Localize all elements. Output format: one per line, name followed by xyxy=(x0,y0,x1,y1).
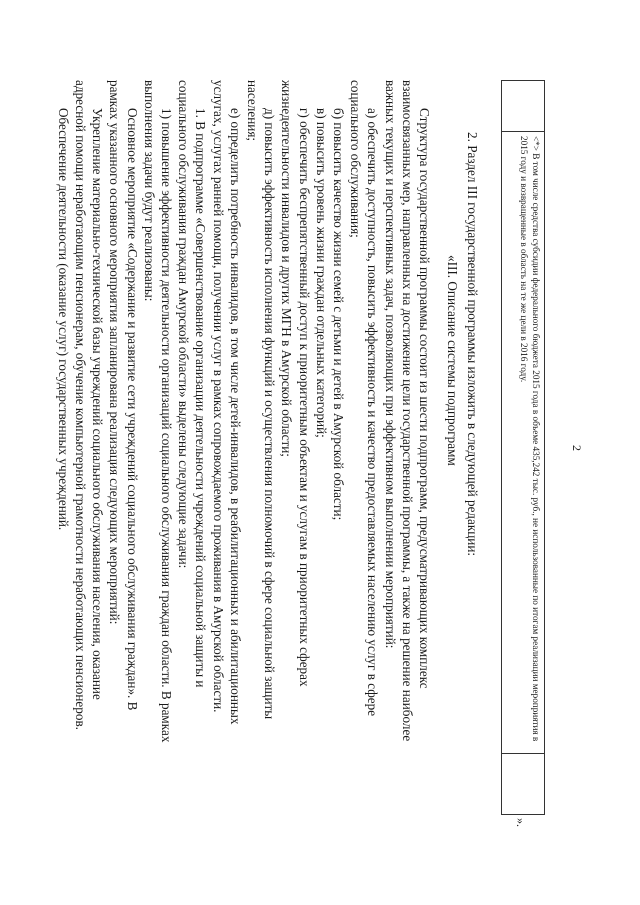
body-line: социального обслуживания; xyxy=(348,80,364,238)
body-line: важных текущих и перспективных задач, позволяющих при эффективном выполнении мероприятий: xyxy=(382,80,398,649)
body-line: а) обеспечить доступность, повысить эффективность и качество предоставляемых населению услуг в сфере xyxy=(365,108,381,717)
body-line: б) повысить качество жизни семей с детьми и детей в Амурской области; xyxy=(331,108,346,521)
footnote-text: <*> В том числе средства субсидии федерального бюджета 2015 года в объеме 435,242 тыс. руб., не использованные по итогам реализации мероприятия в 2015 году и возвращенные в область на те же цели в 2016 году. xyxy=(502,131,544,754)
body-line: г) обеспечить беспрепятственный доступ к приоритетным объектам и услугам в приоритетных сферах xyxy=(296,108,312,687)
body-line: адресной помощи неработающим пенсионерам, обучение компьютерной грамотности неработающих пенсионеров. xyxy=(73,80,88,730)
body-line: услугах, услугах ранней помощи, получении услуг в рамках сопровождаемого проживания в Амурской области. xyxy=(210,80,226,713)
body-line: Структура государственной программы состоит из шести подпрограмм, предусматривающих комплекс xyxy=(417,108,432,689)
body-line: Обеспечение деятельности (оказание услуг) государственных учреждений. xyxy=(55,108,71,531)
section-heading: 2. Раздел III государственной программы изложить в следующей редакции: xyxy=(465,132,480,557)
body-line: выполнения задачи будут реализованы: xyxy=(141,80,157,302)
body-line: 1) повышение эффективности деятельности организаций социального обслуживания граждан области. В рамках xyxy=(159,108,174,743)
body-line: рамках указанного основного мероприятия запланирована реализация следующих мероприятий: xyxy=(107,80,123,625)
body-line: Укрепление материально-технической базы учреждений социального обслуживания населения, оказание xyxy=(90,108,106,700)
body-line: жизнедеятельности инвалидов и других МГН в Амурской области; xyxy=(279,80,295,457)
body-line: населения; xyxy=(245,80,260,142)
body-line: д) повысить эффективность исполнения функций и осуществления полномочий в сфере социальной защиты xyxy=(262,108,278,720)
closing-quote-mark: ». xyxy=(514,818,528,827)
body-line: е) определить потребность инвалидов, в том числе детей-инвалидов, в реабилитационных и абилитационных xyxy=(227,108,243,725)
body-line: в) повысить уровень жизни граждан отдельных категорий; xyxy=(313,108,329,438)
footnote-table xyxy=(501,80,545,815)
body-line: Основное мероприятие «Содержание и развитие сети учреждений социального обслуживания граждан». В xyxy=(124,108,140,711)
body-line: 1. В подпрограмме «Совершенствование организации деятельности учреждений социальной защиты и xyxy=(193,108,209,688)
section-subheading: «III. Описание системы подпрограмм xyxy=(445,255,460,466)
page-number: 2 xyxy=(570,445,584,451)
body-line: социального обслуживания граждан Амурской области» выделены следующие задачи: xyxy=(176,80,192,569)
body-line: взаимосвязанных мер, направленных на достижение цели государственной программы, а также на решение наиболее xyxy=(399,80,415,742)
